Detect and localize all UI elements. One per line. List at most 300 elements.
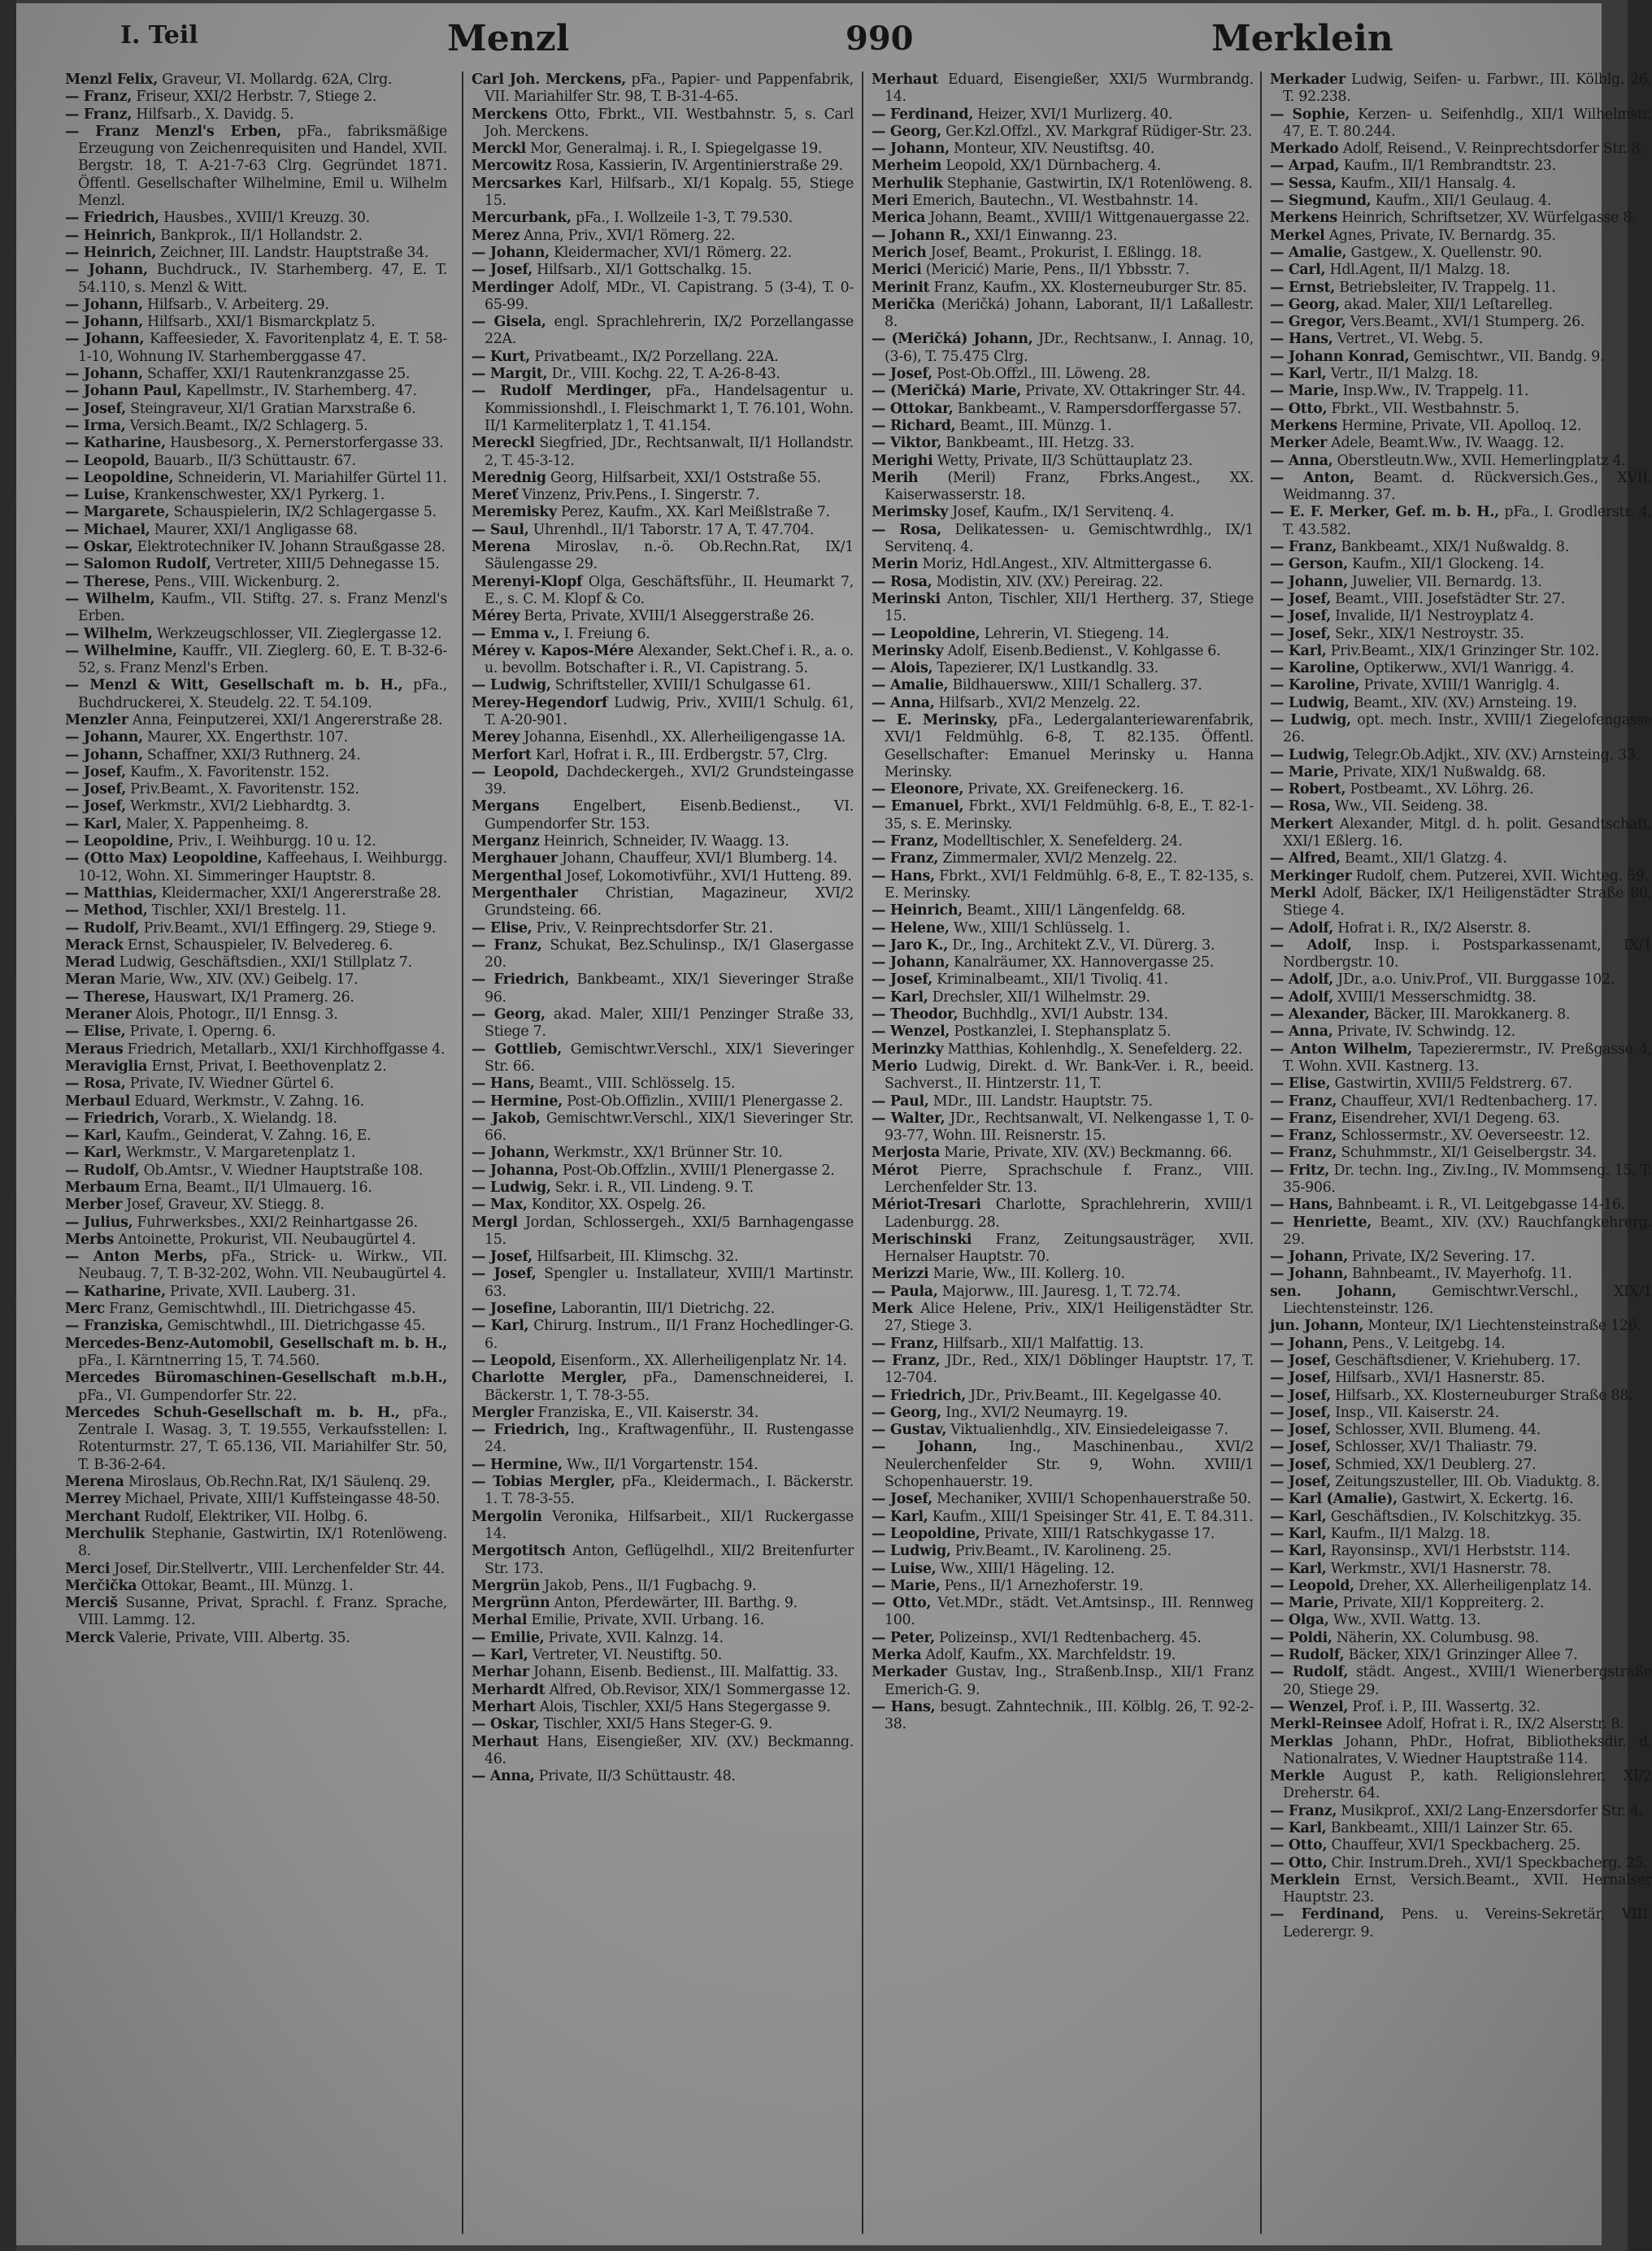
entry-details: Adele, Beamt.Ww., IV. Waagg. 12. [1326,435,1564,452]
entry-details: Pens. u. Vereins-Sekretär, VIII. Lederergr. 9. [1283,1906,1652,1940]
entry-name: — Amalie, [1270,244,1347,261]
entry-name: — Oskar, [65,539,133,556]
entry-name: Charlotte Mergler, [472,1370,627,1387]
entry-details: Anna, Priv., XVI/1 Römerg. 22. [519,227,736,244]
entry-details: akad. Maler, XIII/1 Penzinger Straße 33, Stiege 7. [485,1006,854,1041]
entry-name: sen. Johann, [1270,1283,1397,1300]
entry-details: (Mericić) Marie, Pens., II/1 Ybbsstr. 7. [921,262,1189,279]
entry-details: Konditor, XX. Ospelg. 26. [527,1197,706,1214]
part-label: I. Teil [120,21,198,50]
entry-name: — Adolf, [1270,971,1334,989]
entry-name: Mergolin [472,1508,542,1525]
directory-entry [65,1318,447,1335]
directory-entry [872,1162,1254,1197]
column-rule [862,72,863,2234]
entry-name: — Alfred, [1270,850,1341,867]
entry-name: — Oskar, [472,1716,540,1733]
entry-name: Merdinger [472,279,554,296]
entry-details: Kaufm., XII/1 Glockeng. 14. [1347,556,1545,573]
entry-details: Laborantin, III/1 Dietrichg. 22. [556,1301,776,1318]
directory-entry [1270,1110,1652,1128]
directory-entry [472,383,854,435]
entry-name: — Olga, [1270,1612,1329,1629]
entry-name: — Leopoldine, [872,1525,980,1542]
entry-name: Merhaut [472,1733,538,1750]
entry-details: Beamt., XIII/1 Längenfeldg. 68. [962,902,1185,919]
directory-entry [1270,660,1652,677]
entry-details: Zeichner, III. Landstr. Hauptstraße 34. [155,244,429,261]
entry-name: Merjosta [872,1145,941,1162]
directory-entry [65,1145,447,1162]
entry-details: Rudolf, chem. Putzerei, XVII. Wichteg. 59. [1351,867,1649,884]
directory-entry [65,210,447,227]
entry-name: — Karoline, [1270,677,1360,694]
entry-details: Ottokar, Beamt., III. Münzg. 1. [137,1577,354,1594]
entry-details: Pens., V. Leitgebg. 14. [1347,1335,1506,1352]
entry-name: Merkinger [1270,867,1352,884]
entry-name: — Anna, [472,1768,535,1785]
entry-details: Hausbes., XVIII/1 Kreuzg. 30. [159,210,370,227]
entry-name: — Sessa, [1270,175,1337,192]
entry-details: Kauffr., VII. Zieglerg. 60, E. T. B-32-6-52, s. Franz Menzl's Erben. [78,642,447,677]
directory-entry [1270,366,1652,383]
directory-entry [65,331,447,366]
directory-entry [1270,1526,1652,1543]
entry-name: Merkader [872,1664,947,1681]
entry-name: — Ottokar, [872,400,954,417]
entry-details: Michael, Private, XIII/1 Kuffsteingasse 48-50. [120,1491,441,1508]
entry-details: Ing., XVI/2 Neumayrg. 19. [941,1404,1128,1421]
entry-details: Anton, Pferdewärter, III. Barthg. 9. [550,1595,798,1612]
entry-name: Merad [65,954,115,971]
directory-entry [472,1474,854,1509]
directory-entry [872,1266,1254,1283]
column-1 [65,72,447,2234]
entry-details: Schauspielerin, IX/2 Schlagergasse 5. [169,504,437,521]
entry-name: Merhulik [872,175,943,192]
entry-name: Merhal [472,1612,528,1629]
entry-details: Schmied, XX/1 Deublerg. 27. [1330,1456,1537,1473]
entry-details: Rosa, Kassierin, IV. Argentinierstraße 29. [551,158,843,175]
directory-entry [472,1647,854,1664]
directory-entry [1270,868,1652,885]
entry-details: Oberstleutn.Ww., XVII. Hemerlingplatz 4. [1332,452,1626,469]
directory-entry [65,1561,447,1578]
entry-name: — Marie, [1270,383,1339,400]
entry-details: Moriz, Hdl.Angest., XIV. Altmittergasse 6. [918,556,1212,573]
entry-name: — Ferdinand, [872,106,974,123]
directory-entry [1270,1093,1652,1110]
directory-entry [1270,210,1652,227]
entry-name: — Adolf, [1270,989,1334,1006]
directory-entry [1270,677,1652,694]
entry-details: Schriftsteller, XVIII/1 Schulgasse 61. [550,677,811,694]
entry-name: — Wilhelm, [65,590,155,607]
entry-details: Schneiderin, VI. Mariahilfer Gürtel 11. [173,469,447,486]
entry-details: Bankbeamt., XIX/1 Nußwaldg. 8. [1337,539,1569,556]
directory-entry [1270,1197,1652,1214]
entry-name: Merischinski [872,1231,972,1248]
directory-entry [65,574,447,591]
entry-name: — Karl, [872,1508,928,1525]
entry-details: Fuhrwerksbes., XXI/2 Reinhartgasse 26. [133,1214,418,1231]
directory-entry [872,210,1254,227]
entry-details: (Meričká) Johann, Laborant, II/1 Laßallestr. 8. [885,296,1254,331]
directory-entry [872,1491,1254,1508]
directory-entry [472,176,854,211]
directory-entry [872,833,1254,850]
directory-entry [65,418,447,435]
entry-name: Mercowitz [472,158,552,175]
directory-entry [872,1526,1254,1543]
entry-name: — Carl, [1270,262,1326,279]
entry-name: — Johann, [65,314,143,331]
entry-name: Meremisky [472,504,557,521]
entry-name: Mériot-Tresari [872,1197,981,1214]
entry-name: jun. Johann, [1270,1318,1364,1335]
directory-entry [1270,314,1652,331]
directory-entry [472,106,854,141]
entry-details: Private, XVIII/1 Wanriglg. 4. [1359,677,1560,694]
directory-entry [1270,539,1652,556]
entry-name: — Franz, [1270,539,1337,556]
directory-entry [1270,1405,1652,1422]
directory-entry [872,1093,1254,1110]
entry-name: Meri [872,193,908,210]
entry-name: — Leopold, [65,452,150,469]
entry-details: Valerie, Private, VIII. Albertg. 35. [114,1629,350,1646]
entry-details: pFa., I. Kärntnerring 15, T. 74.560. [78,1352,320,1369]
entry-details: Olga, Geschäftsführ., II. Heumarkt 7, E., s. C. M. Klopf & Co. [485,573,854,607]
entry-name: — Friedrich, [65,1110,159,1127]
directory-entry [1270,193,1652,210]
directory-entry [1270,1474,1652,1491]
entry-details: Bildhauersww., XIII/1 Schallerg. 37. [948,677,1202,694]
entry-details: Betriebsleiter, IV. Trappelg. 11. [1335,279,1556,296]
directory-entry [872,470,1254,505]
entry-name: — Rosa, [872,573,933,590]
entry-details: Private, XII/1 Koppreiterg. 2. [1338,1595,1545,1612]
directory-entry [1270,1734,1652,1769]
entry-name: — E. Merinsky, [872,711,998,728]
entry-name: — Josef, [65,781,126,798]
entry-details: Hilfsarb., XX. Klosterneuburger Straße 88. [1330,1387,1633,1404]
entry-name: — Johann, [1270,573,1348,590]
directory-entry [872,712,1254,781]
entry-name: — Johann Paul, [65,383,182,400]
entry-details: Vertreter, XIII/5 Dehnegasse 15. [211,556,440,573]
directory-entry [872,868,1254,903]
directory-entry [872,1699,1254,1734]
entry-name: — Leopold, [1270,1577,1354,1594]
entry-details: Beamt., VIII. Josefstädter Str. 27. [1330,590,1565,607]
entry-details: Eduard, Eisengießer, XXI/5 Wurmbrandg. 14. [885,72,1254,106]
directory-entry [65,470,447,487]
entry-details: Adolf, Kaufm., XX. Marchfeldstr. 19. [921,1647,1176,1664]
entry-details: Hilfsarb., XII/1 Malfattig. 13. [938,1335,1144,1352]
directory-entry [65,89,447,106]
directory-entry [1270,747,1652,764]
entry-name: — Franz, [1270,1110,1337,1127]
entry-details: Juwelier, VII. Bernardg. 13. [1347,573,1542,590]
entry-name: — Franz, [65,89,133,106]
entry-details: Vorarb., X. Wielandg. 18. [159,1110,337,1127]
entry-details: Private, XIII/1 Ratschkygasse 17. [980,1525,1215,1542]
entry-details: Private, IX/2 Severing. 17. [1347,1249,1536,1266]
entry-details: Kaufm., XII/1 Hansalg. 4. [1336,175,1516,192]
entry-name: Mereť [472,487,519,504]
entry-name: Merhart [472,1698,536,1715]
directory-entry [472,1716,854,1733]
directory-entry [872,228,1254,245]
entry-details: besugt. Zahntechnik., III. Kölblg. 26, T. 92-2-38. [885,1698,1254,1733]
entry-name: — Leopoldine, [872,625,980,642]
entry-details: Dr. techn. Ing., Ziv.Ing., IV. Mommseng. 15, T. 35-906. [1283,1162,1652,1196]
directory-entry [872,1145,1254,1162]
entry-name: — Franz, [1270,1802,1337,1819]
entry-name: Merheim [872,158,942,175]
entry-details: pFa., Ledergalanteriewarenfabrik, XVI/1 Feldmühlg. 6-8, T. 82.135. Öffentl. Gesellschafter: Emanuel Merinsky u. Hanna Merinsky. [885,711,1254,780]
directory-entry [65,1336,447,1371]
directory-entry [472,574,854,609]
entry-details: Kaufm., Geinderat, V. Zahng. 16, E. [121,1128,372,1145]
entry-details: Ww., XVII. Wattg. 13. [1328,1612,1481,1629]
directory-entry [65,1509,447,1526]
directory-entry [65,920,447,937]
entry-name: Merghauer [472,850,558,867]
entry-name: — Margarete, [65,504,170,521]
entry-name: — Heinrich, [65,244,156,261]
directory-entry [65,1491,447,1508]
directory-entry [65,1232,447,1249]
directory-entry [872,141,1254,158]
entry-name: — Hans, [872,1698,936,1715]
entry-name: Merckens [472,106,548,123]
entry-details: Matthias, Kohlenhdlg., X. Senefelderg. 22. [943,1041,1243,1058]
directory-entry [472,1093,854,1110]
entry-details: Gemischtwr.Verschl., XIX/1 Liechtensteinstr. 126. [1283,1283,1652,1318]
directory-entry [472,1197,854,1214]
directory-entry [1270,1561,1652,1578]
directory-entry [1270,1768,1652,1803]
directory-entry [472,729,854,746]
entry-details: Franz, Zeitungsausträger, XVII. Hernalser Hauptstr. 70. [885,1231,1254,1266]
entry-name: — Franz, [1270,1128,1337,1145]
entry-name: — Rudolf Merdinger, [472,383,652,400]
directory-entry [872,1284,1254,1301]
entry-name: — Johann, [1270,1335,1348,1352]
entry-details: Chauffeur, XVI/1 Speckbacherg. 25. [1327,1837,1580,1854]
directory-entry [65,297,447,314]
entry-details: Emerich, Bautechn., VI. Westbahnstr. 14. [907,193,1198,210]
entry-name: — Josef, [1270,1422,1331,1439]
directory-entry [65,937,447,954]
entry-details: Dr., VIII. Kochg. 22, T. A-26-8-43. [547,366,780,383]
entry-details: pFa., Zentrale I. Wasag. 3, T. 19.555, Verkaufsstellen: I. Rotenturmstr. 27, T. 65.136, VII. Mariahilfer Str. 50, T. B-36-2-64. [78,1404,448,1473]
entry-name: Merinski [872,590,941,607]
entry-details: Hdl.Agent, II/1 Malzg. 18. [1325,262,1511,279]
directory-entry [65,902,447,919]
directory-entry [872,1630,1254,1647]
entry-name: — Rudolf, [1270,1664,1349,1681]
left-catchword: Menzl [447,18,570,59]
directory-entry [65,1093,447,1110]
directory-entry [65,245,447,262]
entry-name: Merhar [472,1664,529,1681]
entry-name: — Julius, [65,1214,133,1231]
directory-entry [1270,1820,1652,1837]
entry-details: Alfred, Ob.Revisor, XIX/1 Sommergasse 12. [545,1681,851,1698]
right-catchword: Merklein [1211,18,1393,59]
entry-details: Franziska, E., VII. Kaiserstr. 34. [533,1404,759,1421]
entry-name: Merkado [1270,141,1339,158]
page-number: 990 [846,20,914,58]
entry-name: — Johann Konrad, [1270,348,1410,365]
entry-details: Gustav, Ing., Straßenb.Insp., XII/1 Franz Emerich-G. 9. [885,1664,1254,1698]
entry-details: Ernst, Privat, I. Beethovenplatz 2. [147,1058,387,1075]
directory-entry [472,262,854,279]
directory-entry [872,1023,1254,1041]
entry-name: Mergrün [472,1577,540,1594]
directory-entry [872,1006,1254,1023]
directory-entry [472,1405,854,1422]
directory-entry [872,245,1254,262]
entry-details: Postkanzlei, I. Stephansplatz 5. [950,1023,1172,1041]
directory-entry [1270,556,1652,573]
entry-name: — Rosa, [1270,798,1331,815]
entry-name: — Gregor, [1270,314,1346,331]
directory-entry [472,366,854,383]
entry-details: Gastwirt, X. Eckertg. 16. [1397,1491,1574,1508]
entry-name: — Luise, [65,487,130,504]
entry-details: pFa., Strick- u. Wirkw., VII. Neubaug. 7, T. B-32-202, Wohn. VII. Neubaugürtel 4. [78,1249,447,1283]
entry-details: pFa., Kleidermach., I. Bäckerstr. 1. T. 78-3-55. [485,1474,854,1508]
entry-name: Mérey v. Kapos-Mére [472,642,634,659]
entry-details: Engelbert, Eisenb.Bedienst., VI. Gumpendorfer Str. 153. [485,798,854,832]
directory-entry [472,1457,854,1474]
entry-details: Veronika, Hilfsarbeit., XII/1 Ruckergasse 14. [485,1508,854,1542]
entry-details: Pens., II/1 Arnezhoferstr. 19. [940,1577,1144,1594]
directory-entry [65,729,447,746]
directory-entry [1270,1906,1652,1941]
entry-details: Perez, Kaufm., XX. Karl Meißlstraße 7. [556,504,830,521]
directory-entry [472,1699,854,1716]
directory-entry [65,626,447,643]
entry-details: pFa., I. Wollzeile 1-3, T. 79.530. [571,210,793,227]
entry-details: Viktualienhdlg., XIV. Einsiedeleigasse 7. [946,1422,1228,1439]
directory-entry [1270,937,1652,972]
directory-entry [65,971,447,989]
directory-entry [472,747,854,764]
directory-entry [65,72,447,89]
entry-details: Bäcker, III. Marokkanerg. 8. [1369,1006,1571,1023]
directory-entry [1270,1491,1652,1508]
entry-name: — Henriette, [1270,1214,1372,1231]
directory-entry [472,1162,854,1180]
entry-details: Tapezierermstr., IV. Preßgasse 4, T. Wohn. XVII. Kastnerg. 13. [1283,1041,1652,1075]
entry-details: Karl, Hofrat i. R., III. Erdbergstr. 57, Clrg. [531,746,828,763]
entry-name: — Georg, [872,1404,941,1421]
directory-entry [1270,1318,1652,1335]
directory-entry [472,245,854,262]
entry-details: Ernst, Schauspieler, IV. Belvedereg. 6. [123,936,393,954]
entry-name: — Johann, [65,296,143,313]
entry-name: — Menzl & Witt, Gesellschaft m. b. H., [65,677,403,694]
entry-name: Meraus [65,1041,124,1058]
directory-entry [1270,504,1652,539]
column-4 [1270,72,1652,2234]
directory-entry [872,1422,1254,1439]
directory-entry [872,1197,1254,1232]
entry-name: — Hermine, [472,1456,563,1473]
entry-name: — Josef, [472,1249,533,1266]
directory-entry [472,349,854,366]
entry-name: — Karl (Amalie), [1270,1491,1398,1508]
entry-details: Alois, Photogr., II/1 Ennsg. 3. [131,1006,338,1023]
entry-details: Private, XVII. Lauberg. 31. [165,1283,356,1300]
directory-entry [1270,1439,1652,1456]
entry-name: Merenyi-Klopf [472,573,583,590]
entry-name: — Rudolf, [65,1162,140,1179]
entry-details: Dr., Ing., Architekt Z.V., VI. Dürerg. 3. [947,936,1215,954]
entry-name: — Karl, [872,989,928,1006]
entry-details: Mor, Generalmaj. i. R., I. Spiegelgasse 19. [525,141,823,158]
entry-name: Merinzky [872,1041,944,1058]
entry-name: — Josef, [1270,608,1331,625]
entry-name: Mercurbank, [472,210,572,227]
entry-details: Beamt. d. Rückversich.Ges., XVII. Weidmanng. 37. [1283,469,1652,504]
entry-details: Otto, Fbrkt., VII. Westbahnstr. 5, s. Carl Joh. Merckens. [485,106,854,140]
entry-name: — Karl, [65,815,122,832]
directory-entry [872,193,1254,210]
entry-name: — Elise, [65,1023,126,1041]
entry-name: — Wenzel, [1270,1698,1349,1715]
directory-entry [472,470,854,487]
entry-name: — Emma v., [472,625,560,642]
entry-details: Ludwig, Priv., XVIII/1 Schulg. 61, T. A-20-901. [485,694,854,728]
directory-entry [1270,141,1652,158]
entry-details: Anton, Tischler, XII/1 Hertherg. 37, Stiege 15. [885,590,1254,625]
directory-entry [872,677,1254,694]
entry-details: Alexander, Mitgl. d. h. polit. Gesandtschaft, XXI/1 Eßlerg. 16. [1283,815,1652,850]
directory-entry [65,487,447,504]
entry-name: Merih [872,469,919,486]
entry-details: Fbrkt., XVI/1 Feldmühlg. 6-8, E., T. 82-135, s. E. Merinsky. [885,867,1254,902]
entry-name: — Kurt, [472,348,530,365]
entry-name: Mérot [872,1162,919,1179]
entry-name: — Leopoldine, [65,469,174,486]
entry-name: — Emanuel, [872,798,964,815]
directory-entry [472,1006,854,1041]
entry-details: Uhrenhdl., II/1 Taborstr. 17 A, T. 47.704. [528,521,815,538]
directory-entry [472,885,854,920]
entry-details: Gastwirtin, XVIII/5 Feldstrerg. 67. [1330,1076,1572,1093]
directory-entry [872,331,1254,366]
entry-name: — Johanna, [472,1162,559,1179]
directory-entry [65,314,447,331]
entry-name: — Tobias Mergler, [472,1474,615,1491]
entry-name: Merkle [1270,1768,1325,1785]
directory-entry [872,591,1254,626]
directory-entry [65,1249,447,1284]
entry-name: Mergans [472,798,540,815]
entry-details: XVIII/1 Messerschmidtg. 38. [1333,989,1537,1006]
entry-name: — Josef, [1270,1352,1331,1369]
entry-name: — Ludwig, [1270,711,1351,728]
directory-entry [65,885,447,902]
directory-entry [1270,1041,1652,1076]
entry-details: akad. Maler, XII/1 Leſtarelleg. [1339,296,1553,313]
